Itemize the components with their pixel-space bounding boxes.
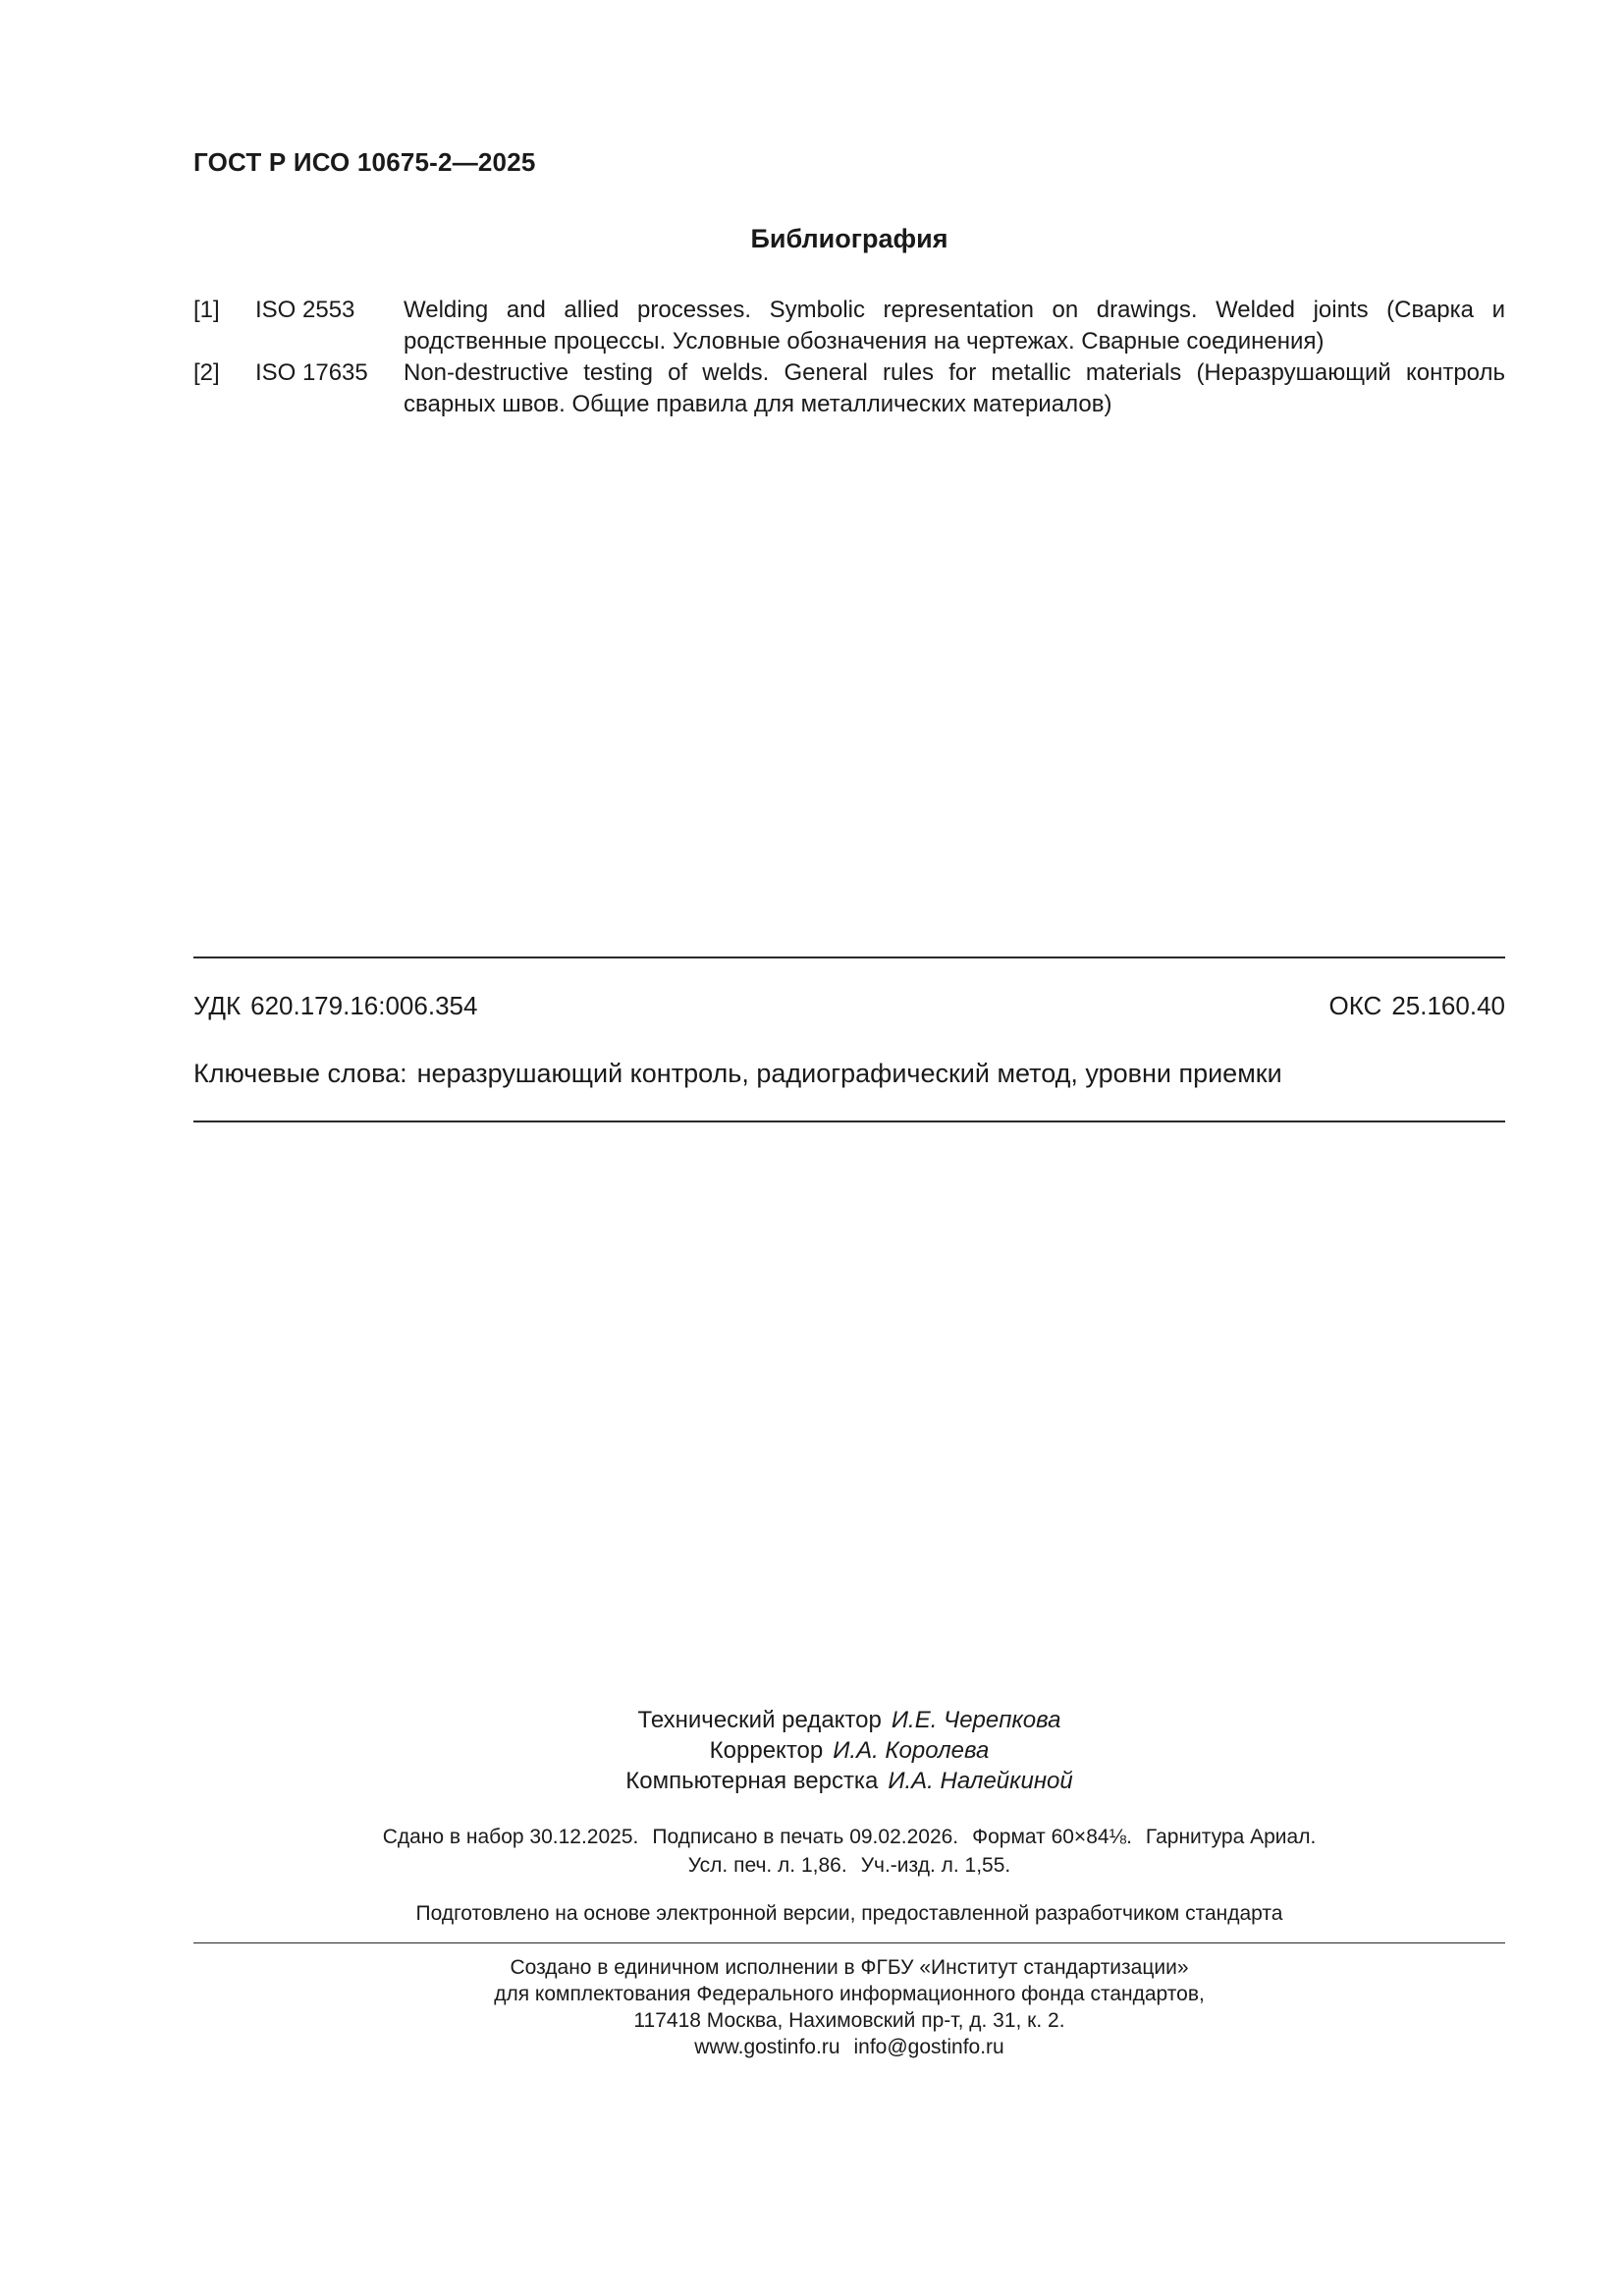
divider-top — [193, 957, 1505, 958]
bibliography-title: Библиография — [750, 224, 948, 253]
submitted-date: Сдано в набор 30.12.2025. — [382, 1826, 639, 1848]
print-info-line-1 — [193, 1823, 1505, 1851]
oks-code — [1328, 991, 1505, 1021]
prepared-note: Подготовлено на основе электронной версии, предоставленной разработчиком стандарта — [415, 1902, 1283, 1925]
email-link[interactable]: info@gostinfo.ru — [853, 2036, 1004, 2058]
layout-name: И.А. Налейкиной — [888, 1768, 1073, 1794]
bibliography-entry — [193, 295, 1505, 357]
entry-text: Non-destructive testing of welds. General rules for metallic materials (Неразрушающий контроль сварных швов. Общие правила для металлических материалов) — [404, 359, 1505, 417]
signed-date: Подписано в печать 09.02.2026. — [652, 1826, 959, 1848]
print-sheets: Усл. печ. л. 1,86. — [687, 1854, 847, 1877]
divider-middle — [193, 1121, 1505, 1122]
oks-value: 25.160.40 — [1391, 991, 1505, 1020]
divider-bottom — [193, 1942, 1505, 1943]
website-link[interactable]: www.gostinfo.ru — [694, 2036, 840, 2058]
corrector-line — [193, 1735, 1505, 1766]
tech-editor-line — [193, 1705, 1505, 1735]
corrector-label: Корректор — [709, 1737, 824, 1764]
keywords-value: неразрушающий контроль, радиографический метод, уровни приемки — [416, 1059, 1282, 1088]
publication-sheets: Уч.-изд. л. 1,55. — [860, 1854, 1011, 1877]
bibliography-entry — [193, 357, 1505, 420]
entry-code: ISO 2553 — [255, 297, 355, 323]
layout-label: Компьютерная верстка — [625, 1768, 879, 1794]
udk-label: УДК — [193, 991, 242, 1020]
keywords — [193, 1059, 1282, 1089]
imprint-line-1: Создано в единичном исполнении в ФГБУ «Институт стандартизации» — [510, 1956, 1189, 1979]
tech-editor-label: Технический редактор — [637, 1707, 882, 1733]
imprint-line-2: для комплектования Федерального информационного фонда стандартов, — [494, 1983, 1205, 2005]
bibliography-list — [193, 295, 1505, 420]
typeface: Гарнитура Ариал. — [1145, 1826, 1317, 1848]
print-info-line-2 — [193, 1851, 1505, 1880]
tech-editor-name: И.Е. Черепкова — [891, 1707, 1061, 1733]
standard-code: ГОСТ Р ИСО 10675-2—2025 — [193, 147, 536, 177]
udk-code — [193, 991, 477, 1021]
corrector-name: И.А. Королева — [833, 1737, 990, 1764]
udk-value: 620.179.16:006.354 — [250, 991, 478, 1020]
imprint — [193, 1954, 1505, 2060]
entry-code: ISO 17635 — [255, 359, 368, 386]
entry-text: Welding and allied processes. Symbolic representation on drawings. Welded joints (Сварка и родственные процессы. Условные обозначения на чертежах. Сварные соединения) — [404, 297, 1505, 355]
paper-format: Формат 60×84⅛. — [972, 1826, 1132, 1848]
layout-line — [193, 1766, 1505, 1796]
entry-number: [1] — [193, 297, 220, 323]
print-info — [193, 1823, 1505, 1880]
imprint-contacts — [193, 2034, 1505, 2060]
imprint-line-3: 117418 Москва, Нахимовский пр-т, д. 31, к. 2. — [633, 2009, 1065, 2032]
editorial-credits — [193, 1705, 1505, 1796]
oks-label: ОКС — [1328, 991, 1382, 1020]
keywords-label: Ключевые слова: — [193, 1059, 407, 1088]
entry-number: [2] — [193, 359, 220, 386]
